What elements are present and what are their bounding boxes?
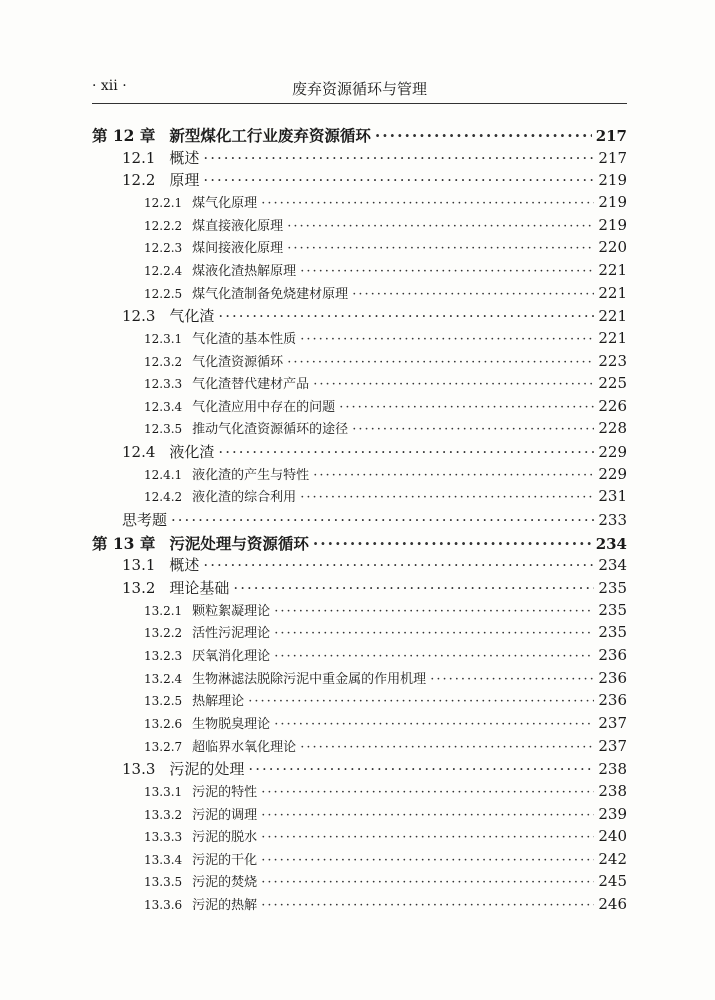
toc-entry-number: 12.4.2 <box>144 490 183 505</box>
toc-entry <box>92 305 627 327</box>
toc-entry-number: 12.2.2 <box>144 218 183 233</box>
toc-entry-page: 236 <box>598 668 627 687</box>
toc-entry-page: 228 <box>598 419 627 438</box>
toc-entry-page: 237 <box>598 713 627 732</box>
toc-entry <box>92 554 627 576</box>
toc-entry-number: 13.3.2 <box>144 807 183 822</box>
toc-entry-number: 13.3.6 <box>144 898 183 913</box>
toc-entry-number: 12.2 <box>122 171 156 190</box>
dot-leader <box>261 898 594 913</box>
toc-entry-page: 238 <box>598 760 627 779</box>
toc-entry-text: 热解理论 <box>192 694 245 710</box>
book-title: 废弃资源循环与管理 <box>291 80 427 98</box>
page-number: · xii · <box>92 78 127 94</box>
dot-leader <box>313 468 594 483</box>
toc-entry-title <box>122 147 199 168</box>
toc-entry <box>92 215 627 237</box>
toc-entry <box>92 486 627 508</box>
dot-leader <box>261 830 594 845</box>
toc-entry-number: 12.4.1 <box>144 467 183 482</box>
toc-entry-number: 12.2.3 <box>144 241 183 256</box>
toc-entry <box>92 441 627 463</box>
toc-entry-page: 234 <box>598 556 627 575</box>
dot-leader <box>203 171 594 189</box>
toc-entry <box>92 645 627 667</box>
toc-entry-page: 246 <box>598 895 627 914</box>
dot-leader <box>339 400 594 415</box>
toc-entry <box>92 509 627 531</box>
toc-entry-number: 13.2.6 <box>144 716 183 731</box>
toc-entry-number: 12.3.4 <box>144 399 183 414</box>
toc-entry-number: 13.2.3 <box>144 648 183 663</box>
dot-leader <box>375 126 592 145</box>
toc-entry-number: 12.3.3 <box>144 377 183 392</box>
toc-entry-title <box>122 554 199 575</box>
dot-leader <box>274 604 594 619</box>
toc-entry-number: 13.3 <box>122 760 156 779</box>
dot-leader <box>218 307 594 325</box>
toc-entry-page: 219 <box>598 171 627 190</box>
toc-entry-title <box>144 668 426 687</box>
dot-leader <box>313 534 592 553</box>
toc-entry <box>92 577 627 599</box>
toc-entry-text: 生物淋滤法脱除污泥中重金属的作用机理 <box>192 671 427 687</box>
toc-entry-number: 12.4 <box>122 443 156 462</box>
toc-entry-text: 煤气化渣制备免烧建材原理 <box>192 286 349 302</box>
toc-entry-title <box>144 328 296 347</box>
toc-entry-text: 液化渣 <box>169 443 215 462</box>
toc-entry-title <box>144 645 270 664</box>
dot-leader <box>300 264 594 279</box>
dot-leader <box>171 511 594 529</box>
toc-entry-text: 新型煤化工行业废弃资源循环 <box>169 126 371 145</box>
toc-entry-title <box>122 305 214 326</box>
toc-entry-text: 液化渣的产生与特性 <box>192 467 310 483</box>
toc-entry-number: 13.2.5 <box>144 694 183 709</box>
toc-entry-page: 219 <box>598 192 627 211</box>
toc-entry <box>92 758 627 780</box>
toc-entry-number: 13.3.5 <box>144 875 183 890</box>
toc-entry-text: 理论基础 <box>169 579 230 597</box>
toc-entry <box>92 237 627 259</box>
toc-entry <box>92 804 627 826</box>
toc-entry <box>92 464 627 486</box>
dot-leader <box>218 443 594 461</box>
toc-entry-text: 原理 <box>169 171 200 190</box>
toc-entry-title <box>144 192 257 211</box>
toc-entry-number: 第 12 章 <box>92 126 156 145</box>
dot-leader <box>300 332 594 347</box>
toc-entry-text: 污泥的特性 <box>192 784 258 800</box>
toc-entry-page: 239 <box>598 804 627 823</box>
toc-entry <box>92 283 627 305</box>
toc-entry-title <box>144 622 270 641</box>
toc-entry-text: 污泥的干化 <box>192 852 258 868</box>
toc-entry-number: 13.2.1 <box>144 603 183 618</box>
toc-entry <box>92 328 627 350</box>
toc-entry-number: 13.2.4 <box>144 671 183 686</box>
toc-entry-page: 234 <box>595 534 627 553</box>
toc-entry-number: 13.2.2 <box>144 626 183 641</box>
dot-leader <box>300 740 594 755</box>
toc-entry-page: 223 <box>598 351 627 370</box>
toc-entry-page: 231 <box>598 487 627 506</box>
header-rule <box>92 103 627 104</box>
toc-entry-page: 240 <box>598 827 627 846</box>
toc-entry-title <box>144 826 257 845</box>
toc-entry-title <box>144 690 244 709</box>
dot-leader <box>274 626 594 641</box>
toc-entry-page: 237 <box>598 736 627 755</box>
toc-entry-page: 236 <box>598 691 627 710</box>
toc-entry-text: 生物脱臭理论 <box>192 716 271 732</box>
toc-entry-text: 污泥处理与资源循环 <box>169 533 309 553</box>
toc-entry-page: 220 <box>598 238 627 257</box>
toc-entry <box>92 418 627 440</box>
toc-entry <box>92 373 627 395</box>
toc-entry-text: 活性污泥理论 <box>192 626 271 642</box>
toc-entry-page: 219 <box>598 215 627 234</box>
toc-entry-page: 221 <box>598 283 627 302</box>
dot-leader <box>233 579 594 597</box>
toc-entry-title <box>144 781 257 800</box>
toc-entry-number: 13.1 <box>122 556 156 575</box>
toc-entry-title <box>144 260 296 279</box>
toc-entry-title <box>144 464 309 483</box>
toc-entry-page: 235 <box>598 623 627 642</box>
toc-entry <box>92 192 627 214</box>
toc-entry-text: 颗粒絮凝理论 <box>192 603 271 619</box>
toc-entry <box>92 713 627 735</box>
toc-entry <box>92 124 627 146</box>
toc-entry-page: 235 <box>598 600 627 619</box>
toc-entry <box>92 600 627 622</box>
dot-leader <box>287 219 594 234</box>
toc-entry-text: 推动气化渣资源循环的途径 <box>192 422 349 438</box>
toc-entry-number: 12.3.5 <box>144 422 183 437</box>
toc-entry-title <box>92 124 371 146</box>
toc-entry-title <box>144 215 283 234</box>
toc-entry <box>92 668 627 690</box>
toc-entry-number: 13.2.7 <box>144 739 183 754</box>
toc-entry-title <box>144 736 296 755</box>
dot-leader <box>430 672 594 687</box>
toc-entry-title <box>144 418 348 437</box>
toc-entry-text: 污泥的处理 <box>169 760 245 779</box>
toc-entry-text: 煤直接液化原理 <box>192 218 284 234</box>
toc-entry <box>92 532 627 554</box>
toc-entry-title <box>122 577 229 598</box>
toc-entry <box>92 147 627 169</box>
toc-entry-title <box>144 237 283 256</box>
toc-entry <box>92 826 627 848</box>
toc-entry-page: 217 <box>598 148 627 167</box>
toc-entry <box>92 736 627 758</box>
toc-entry-title <box>144 600 270 619</box>
toc-entry-page: 225 <box>598 374 627 393</box>
toc-entry-title <box>122 758 244 779</box>
toc-entry-text: 煤气化原理 <box>192 195 258 211</box>
toc-entry-text: 思考题 <box>122 511 168 530</box>
toc-entry-text: 污泥的脱水 <box>192 830 258 846</box>
toc-entry-page: 229 <box>598 443 627 462</box>
toc-entry-text: 气化渣资源循环 <box>192 354 284 370</box>
toc-entry-title <box>122 509 167 530</box>
dot-leader <box>261 875 594 890</box>
dot-leader <box>274 717 594 732</box>
toc-entry-number: 13.3.3 <box>144 830 183 845</box>
toc-entry-text: 煤液化渣热解原理 <box>192 263 297 279</box>
dot-leader <box>274 649 594 664</box>
dot-leader <box>203 556 594 574</box>
toc-entry-text: 污泥的热解 <box>192 898 258 914</box>
toc-entry-title <box>92 532 309 554</box>
toc-entry-text: 概述 <box>169 148 200 167</box>
toc-entry-text: 气化渣 <box>169 307 215 326</box>
dot-leader <box>352 422 594 437</box>
dot-leader <box>261 196 594 211</box>
toc-entry-text: 超临界水氧化理论 <box>192 739 297 755</box>
toc-entry-number: 12.3.2 <box>144 354 183 369</box>
toc-entry-title <box>144 713 270 732</box>
toc-entry <box>92 894 627 916</box>
toc-entry-title <box>144 396 335 415</box>
toc-entry-title <box>144 486 296 505</box>
dot-leader <box>287 355 594 370</box>
dot-leader <box>261 853 594 868</box>
toc-entry-number: 12.2.5 <box>144 286 183 301</box>
dot-leader <box>300 490 594 505</box>
dot-leader <box>248 760 594 778</box>
toc-entry <box>92 396 627 418</box>
toc-entry-page: 221 <box>598 328 627 347</box>
toc-entry <box>92 781 627 803</box>
toc-entry-number: 12.2.1 <box>144 195 183 210</box>
toc-entry-page: 229 <box>598 464 627 483</box>
toc-entry-title <box>144 373 309 392</box>
toc-entry-page: 238 <box>598 781 627 800</box>
toc-entry-number: 13.2 <box>122 579 156 597</box>
toc-entry-page: 226 <box>598 396 627 415</box>
toc-entry-title <box>122 441 214 462</box>
toc-entry-page: 245 <box>598 872 627 891</box>
toc-entry-page: 221 <box>598 260 627 279</box>
toc-entry-title <box>144 894 257 913</box>
toc-entry-number: 12.1 <box>122 148 156 167</box>
toc-entry <box>92 622 627 644</box>
toc-entry-page: 235 <box>598 579 627 597</box>
toc-entry-text: 液化渣的综合利用 <box>192 490 297 506</box>
toc-entry-title <box>144 283 348 302</box>
toc-entry-page: 217 <box>595 127 627 145</box>
toc-entry-text: 煤间接液化原理 <box>192 241 284 257</box>
toc-entry-number: 12.3.1 <box>144 331 183 346</box>
dot-leader <box>352 287 594 302</box>
toc-entry-number: 第 13 章 <box>92 533 156 553</box>
toc-entry <box>92 351 627 373</box>
dot-leader <box>261 808 594 823</box>
toc-entry-title <box>144 871 257 890</box>
toc-entry-text: 气化渣替代建材产品 <box>192 377 310 393</box>
toc-entry-page: 242 <box>598 849 627 868</box>
toc-entry-page: 233 <box>598 511 627 530</box>
toc-entry-number: 12.2.4 <box>144 263 183 278</box>
dot-leader <box>313 377 594 392</box>
toc-entry-page: 221 <box>598 307 627 326</box>
toc-entry-text: 污泥的焚烧 <box>192 875 258 891</box>
dot-leader <box>203 149 594 167</box>
toc-entry <box>92 690 627 712</box>
toc-entry-title <box>122 169 199 190</box>
toc-entry <box>92 871 627 893</box>
toc-entry-text: 气化渣的基本性质 <box>192 331 297 347</box>
toc-entry-number: 13.3.4 <box>144 852 183 867</box>
toc-entry-text: 厌氧消化理论 <box>192 648 271 664</box>
toc-entry-number: 12.3 <box>122 307 156 326</box>
dot-leader <box>261 785 594 800</box>
toc-entry-page: 236 <box>598 645 627 664</box>
toc-entry-text: 概述 <box>169 556 200 575</box>
toc-entry-number: 13.3.1 <box>144 784 183 799</box>
dot-leader <box>248 694 594 709</box>
toc-entry-title <box>144 351 283 370</box>
toc-entry-text: 污泥的调理 <box>192 807 258 823</box>
toc-entry <box>92 169 627 191</box>
toc-entry-text: 气化渣应用中存在的问题 <box>192 399 336 415</box>
dot-leader <box>287 241 594 256</box>
page-header <box>92 78 627 100</box>
toc-entry <box>92 260 627 282</box>
toc-entry <box>92 849 627 871</box>
toc-entry-title <box>144 804 257 823</box>
toc-entry-title <box>144 849 257 868</box>
